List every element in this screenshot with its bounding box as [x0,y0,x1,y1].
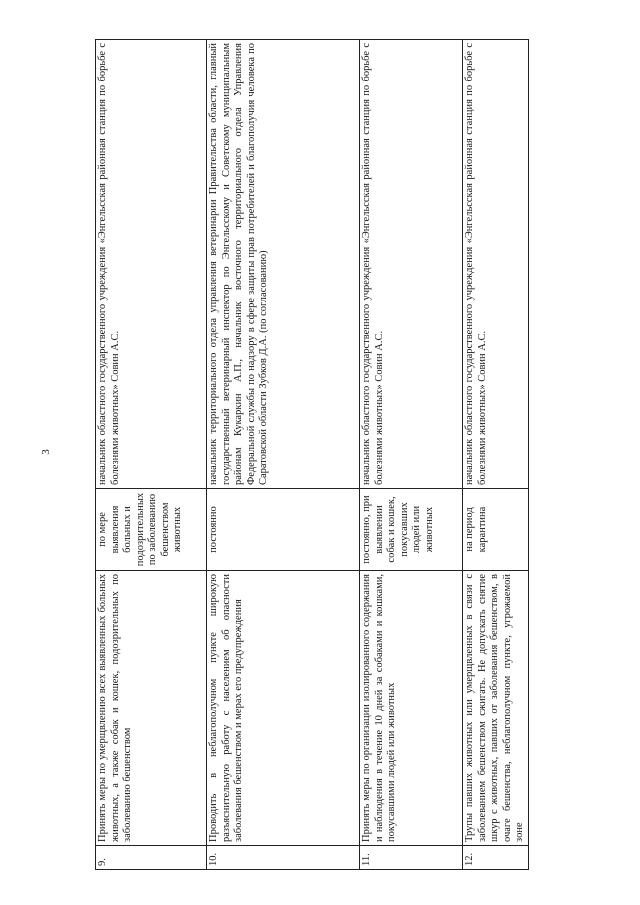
row-number: 9. [96,846,207,870]
term-text: на период карантина [463,489,529,571]
measure-text: Принять меры по умерщвлению всех выявленных больных животных, а также собак и кошек, подозрительных по заболеванию бешенством [96,571,207,846]
table-row [96,40,207,870]
measure-text: Проводить в неблагополучном пункте широкую разъяснительную работу с населением об опасности заболевания бешенством и мерах его предупреждения [207,571,360,846]
term-text: по мере выявления больных и подозрительных по заболеванию бешенством животных [96,489,207,571]
row-number: 11. [360,846,463,870]
table-row [463,40,529,870]
table-row [207,40,360,870]
responsible-text: начальник областного государственного учреждения «Энгельсская районная станция по борьбе с болезнями животных» Совин А.С. [463,40,529,489]
rotated-table-container [95,40,525,870]
responsible-text: начальник территориального отдела управления ветеринарии Правительства области, главный государственный ветеринарный инспектор по Энгельсскому и Советскому муниципальным районам Кукаркин А.П., начальник восточного территориального отдела Управления Федеральной службы по надзору в сфере защиты прав потребителей и благополучия человека по Саратовской области Зубков Д.А. (по согласованию) [207,40,360,489]
page-number: 3 [40,449,52,455]
responsible-text: начальник областного государственного учреждения «Энгельсская районная станция по борьбе с болезнями животных» Совин А.С. [360,40,463,489]
measures-table [95,39,529,870]
table-row [360,40,463,870]
responsible-text: начальник областного государственного учреждения «Энгельсская районная станция по борьбе с болезнями животных» Совин А.С. [96,40,207,489]
measure-text: Трупы павших животных или умерщвленных в связи с заболеванием бешенством сжигать. Не допускать снятие шкур с животных, павших от заболевания бешенством, в очаге бешенства, неблагополучном пункте, угрожаемой зоне [463,571,529,846]
term-text: постоянно [207,489,360,571]
term-text: постоянно, при выявлении собак и кошек, покусавших людей или животных [360,489,463,571]
row-number: 10. [207,846,360,870]
measure-text: Принять меры по организации изолированного содержания и наблюдения в течение 10 дней за собаками и кошками, покусавшими людей или животных [360,571,463,846]
row-number: 12. [463,846,529,870]
